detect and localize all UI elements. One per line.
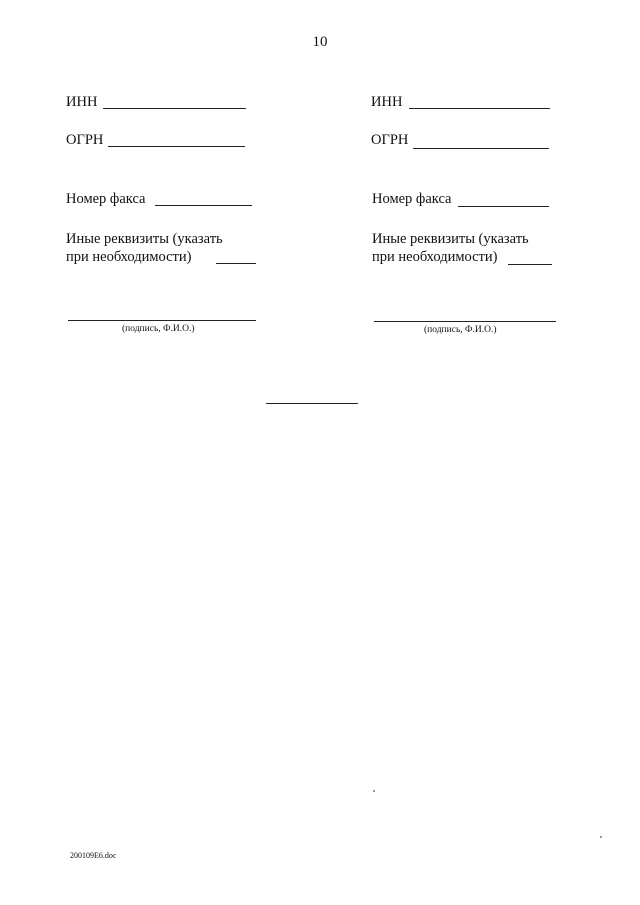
left-ogrn-label: ОГРН [66,132,104,148]
right-fax-label: Номер факса [372,191,452,207]
left-fax-line [155,205,252,206]
left-other-label-line2: при необходимости) [66,249,192,265]
right-ogrn-line [413,148,549,149]
right-other-label-line1: Иные реквизиты (указать [372,231,529,247]
right-inn-label: ИНН [371,94,403,110]
left-inn-label: ИНН [66,94,98,110]
right-other-label-line2: при необходимости) [372,249,498,265]
left-fax-label: Номер факса [66,191,146,207]
right-ogrn-label: ОГРН [371,132,409,148]
scan-speck [600,836,602,838]
left-signature-line [68,320,256,321]
page-number: 10 [312,34,328,50]
right-signature-line [374,321,556,322]
end-separator-line [266,403,358,404]
left-inn-line [103,108,246,109]
left-ogrn-line [108,146,245,147]
scan-speck [373,790,375,792]
right-fax-line [458,206,549,207]
right-other-line [508,264,552,265]
footer-filename: 200109E6.doc [70,851,117,860]
right-inn-line [409,108,550,109]
left-other-line [216,263,256,264]
left-other-label-line1: Иные реквизиты (указать [66,231,223,247]
right-signature-caption: (подпись, Ф.И.О.) [424,325,497,335]
left-signature-caption: (подпись, Ф.И.О.) [122,324,195,334]
